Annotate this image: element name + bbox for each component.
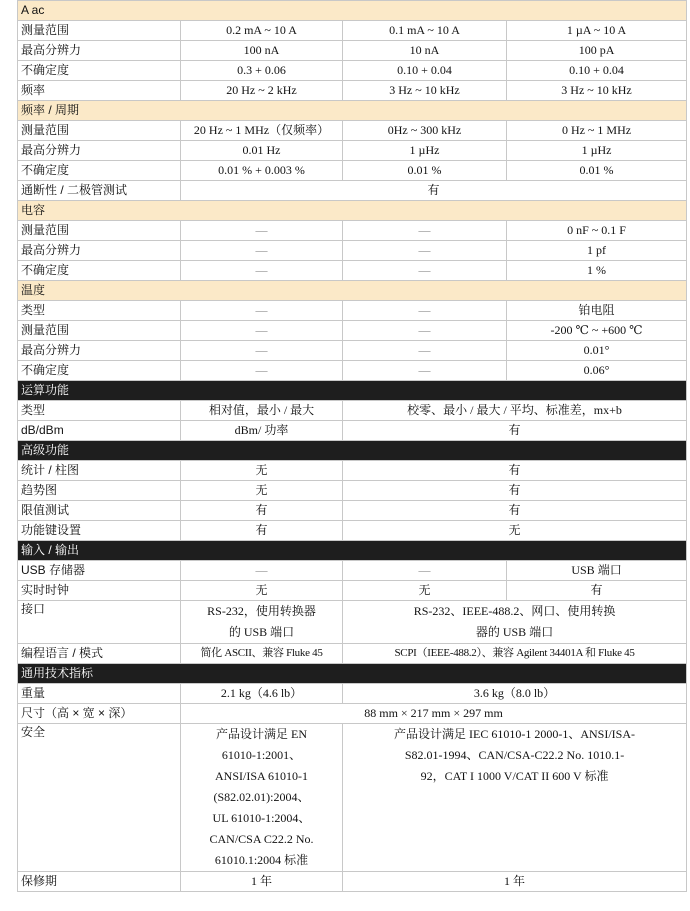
dash-cell: — — [343, 261, 507, 281]
table-row — [18, 301, 687, 321]
cell: 3 Hz ~ 10 kHz — [507, 81, 687, 101]
table-row — [18, 341, 687, 361]
row-label: 最高分辨力 — [18, 241, 181, 261]
table-row — [18, 521, 687, 541]
cell: RS-232，使用转换器的 USB 端口 — [181, 601, 343, 644]
row-label: 最高分辨力 — [18, 41, 181, 61]
cell: 0.01° — [507, 341, 687, 361]
cell: 1 年 — [181, 872, 343, 892]
dash-cell: — — [343, 301, 507, 321]
cell: 0.01 % + 0.003 % — [181, 161, 343, 181]
cell: dBm/ 功率 — [181, 421, 343, 441]
cell: 无 — [343, 581, 507, 601]
dash-cell: — — [181, 241, 343, 261]
table-row — [18, 81, 687, 101]
table-row — [18, 261, 687, 281]
row-label: USB 存储器 — [18, 561, 181, 581]
table-row — [18, 161, 687, 181]
cell: 3.6 kg（8.0 lb） — [343, 684, 687, 704]
row-label: 不确定度 — [18, 61, 181, 81]
cell: 校零、最小 / 最大 / 平均、标准差，mx+b — [343, 401, 687, 421]
section-freq-period — [18, 101, 687, 121]
spec-table — [17, 0, 687, 892]
table-row — [18, 61, 687, 81]
row-label: 不确定度 — [18, 161, 181, 181]
cell: -200 ℃ ~ +600 ℃ — [507, 321, 687, 341]
dash-cell: — — [343, 221, 507, 241]
cell: 0.01 % — [343, 161, 507, 181]
row-label: 安全 — [18, 724, 181, 872]
row-label: 编程语言 / 模式 — [18, 644, 181, 664]
cell: 88 mm × 217 mm × 297 mm — [181, 704, 687, 724]
section-io — [18, 541, 687, 561]
dash-cell: — — [343, 321, 507, 341]
cell: SCPI（IEEE-488.2）、兼容 Agilent 34401A 和 Fluke 45 — [343, 644, 687, 664]
table-row — [18, 321, 687, 341]
cell: 无 — [181, 461, 343, 481]
dash-cell: — — [181, 261, 343, 281]
cell: 产品设计满足 EN 61010-1:2001、ANSI/ISA 61010-1 (S82.02.01):2004、UL 61010-1:2004、CAN/CSA C22.2 No. 61010.1:2004 标准 — [181, 724, 343, 872]
cell: 0 Hz ~ 1 MHz — [507, 121, 687, 141]
row-label: 不确定度 — [18, 261, 181, 281]
row-label: 统计 / 柱图 — [18, 461, 181, 481]
cell: 有 — [343, 481, 687, 501]
row-label: 测量范围 — [18, 21, 181, 41]
row-label: 实时时钟 — [18, 581, 181, 601]
cell: 20 Hz ~ 2 kHz — [181, 81, 343, 101]
dash-cell: — — [343, 341, 507, 361]
section-title: 通用技术指标 — [18, 664, 687, 684]
table-row — [18, 501, 687, 521]
row-label: 测量范围 — [18, 221, 181, 241]
section-a-ac — [18, 1, 687, 21]
cell: 10 nA — [343, 41, 507, 61]
cell: 无 — [181, 481, 343, 501]
cell: 1 µA ~ 10 A — [507, 21, 687, 41]
row-label: 类型 — [18, 301, 181, 321]
cell: 铂电阻 — [507, 301, 687, 321]
cell: 有 — [343, 501, 687, 521]
row-label: 重量 — [18, 684, 181, 704]
row-label: dB/dBm — [18, 421, 181, 441]
dash-cell: — — [181, 221, 343, 241]
cell: 简化 ASCII、兼容 Fluke 45 — [181, 644, 343, 664]
table-row — [18, 21, 687, 41]
table-row — [18, 581, 687, 601]
cell: 0.10 + 0.04 — [507, 61, 687, 81]
row-label: 保修期 — [18, 872, 181, 892]
section-title: 运算功能 — [18, 381, 687, 401]
cell: 3 Hz ~ 10 kHz — [343, 81, 507, 101]
dash-cell: — — [343, 561, 507, 581]
row-label: 测量范围 — [18, 121, 181, 141]
cell: 2.1 kg（4.6 lb） — [181, 684, 343, 704]
dash-cell: — — [181, 561, 343, 581]
row-label: 限值测试 — [18, 501, 181, 521]
table-row — [18, 872, 687, 892]
cell: 0.01 % — [507, 161, 687, 181]
section-title: A ac — [18, 1, 687, 21]
cell: 0.3 + 0.06 — [181, 61, 343, 81]
cell: 有 — [181, 181, 687, 201]
section-capacitance — [18, 201, 687, 221]
row-label: 趋势图 — [18, 481, 181, 501]
cell: 1 % — [507, 261, 687, 281]
cell: 0.01 Hz — [181, 141, 343, 161]
section-general — [18, 664, 687, 684]
section-title: 高级功能 — [18, 441, 687, 461]
section-title: 频率 / 周期 — [18, 101, 687, 121]
dash-cell: — — [181, 341, 343, 361]
section-title: 输入 / 输出 — [18, 541, 687, 561]
table-row — [18, 704, 687, 724]
table-row — [18, 401, 687, 421]
section-math — [18, 381, 687, 401]
cell: 无 — [343, 521, 687, 541]
section-title: 电容 — [18, 201, 687, 221]
dash-cell: — — [181, 301, 343, 321]
section-advanced — [18, 441, 687, 461]
table-row — [18, 361, 687, 381]
cell: 0.1 mA ~ 10 A — [343, 21, 507, 41]
cell: 有 — [343, 421, 687, 441]
table-row — [18, 724, 687, 872]
dash-cell: — — [343, 361, 507, 381]
cell: 1 µHz — [343, 141, 507, 161]
row-label: 测量范围 — [18, 321, 181, 341]
cell: 有 — [181, 521, 343, 541]
table-row — [18, 561, 687, 581]
table-row — [18, 241, 687, 261]
table-row — [18, 221, 687, 241]
cell: 有 — [181, 501, 343, 521]
row-label: 最高分辨力 — [18, 141, 181, 161]
row-label: 通断性 / 二极管测试 — [18, 181, 181, 201]
cell: 有 — [507, 581, 687, 601]
cell: 0.06° — [507, 361, 687, 381]
cell: 有 — [343, 461, 687, 481]
table-row — [18, 461, 687, 481]
row-label: 最高分辨力 — [18, 341, 181, 361]
cell: 产品设计满足 IEC 61010-1 2000-1、ANSI/ISA-S82.01-1994、CAN/CSA-C22.2 No. 1010.1-92，CAT I 1000 V/CAT II 600 V 标准 — [343, 724, 687, 872]
row-label: 类型 — [18, 401, 181, 421]
cell: 0.10 + 0.04 — [343, 61, 507, 81]
section-title: 温度 — [18, 281, 687, 301]
dash-cell: — — [181, 361, 343, 381]
table-row — [18, 181, 687, 201]
cell: 100 pA — [507, 41, 687, 61]
row-label: 不确定度 — [18, 361, 181, 381]
table-row — [18, 141, 687, 161]
table-row — [18, 481, 687, 501]
cell: 0 nF ~ 0.1 F — [507, 221, 687, 241]
dash-cell: — — [343, 241, 507, 261]
cell: 相对值，最小 / 最大 — [181, 401, 343, 421]
table-row — [18, 121, 687, 141]
table-row — [18, 41, 687, 61]
row-label: 接口 — [18, 601, 181, 644]
table-row — [18, 421, 687, 441]
cell: 20 Hz ~ 1 MHz（仅频率） — [181, 121, 343, 141]
cell: 1 pf — [507, 241, 687, 261]
cell: 0.2 mA ~ 10 A — [181, 21, 343, 41]
cell: 1 µHz — [507, 141, 687, 161]
row-label: 功能键设置 — [18, 521, 181, 541]
table-row — [18, 601, 687, 644]
row-label: 尺寸（高 × 宽 × 深） — [18, 704, 181, 724]
cell: RS-232、IEEE-488.2、网口、使用转换器的 USB 端口 — [343, 601, 687, 644]
cell: USB 端口 — [507, 561, 687, 581]
dash-cell: — — [181, 321, 343, 341]
cell: 无 — [181, 581, 343, 601]
cell: 1 年 — [343, 872, 687, 892]
table-row — [18, 684, 687, 704]
cell: 100 nA — [181, 41, 343, 61]
section-temperature — [18, 281, 687, 301]
cell: 0Hz ~ 300 kHz — [343, 121, 507, 141]
table-row — [18, 644, 687, 664]
row-label: 频率 — [18, 81, 181, 101]
